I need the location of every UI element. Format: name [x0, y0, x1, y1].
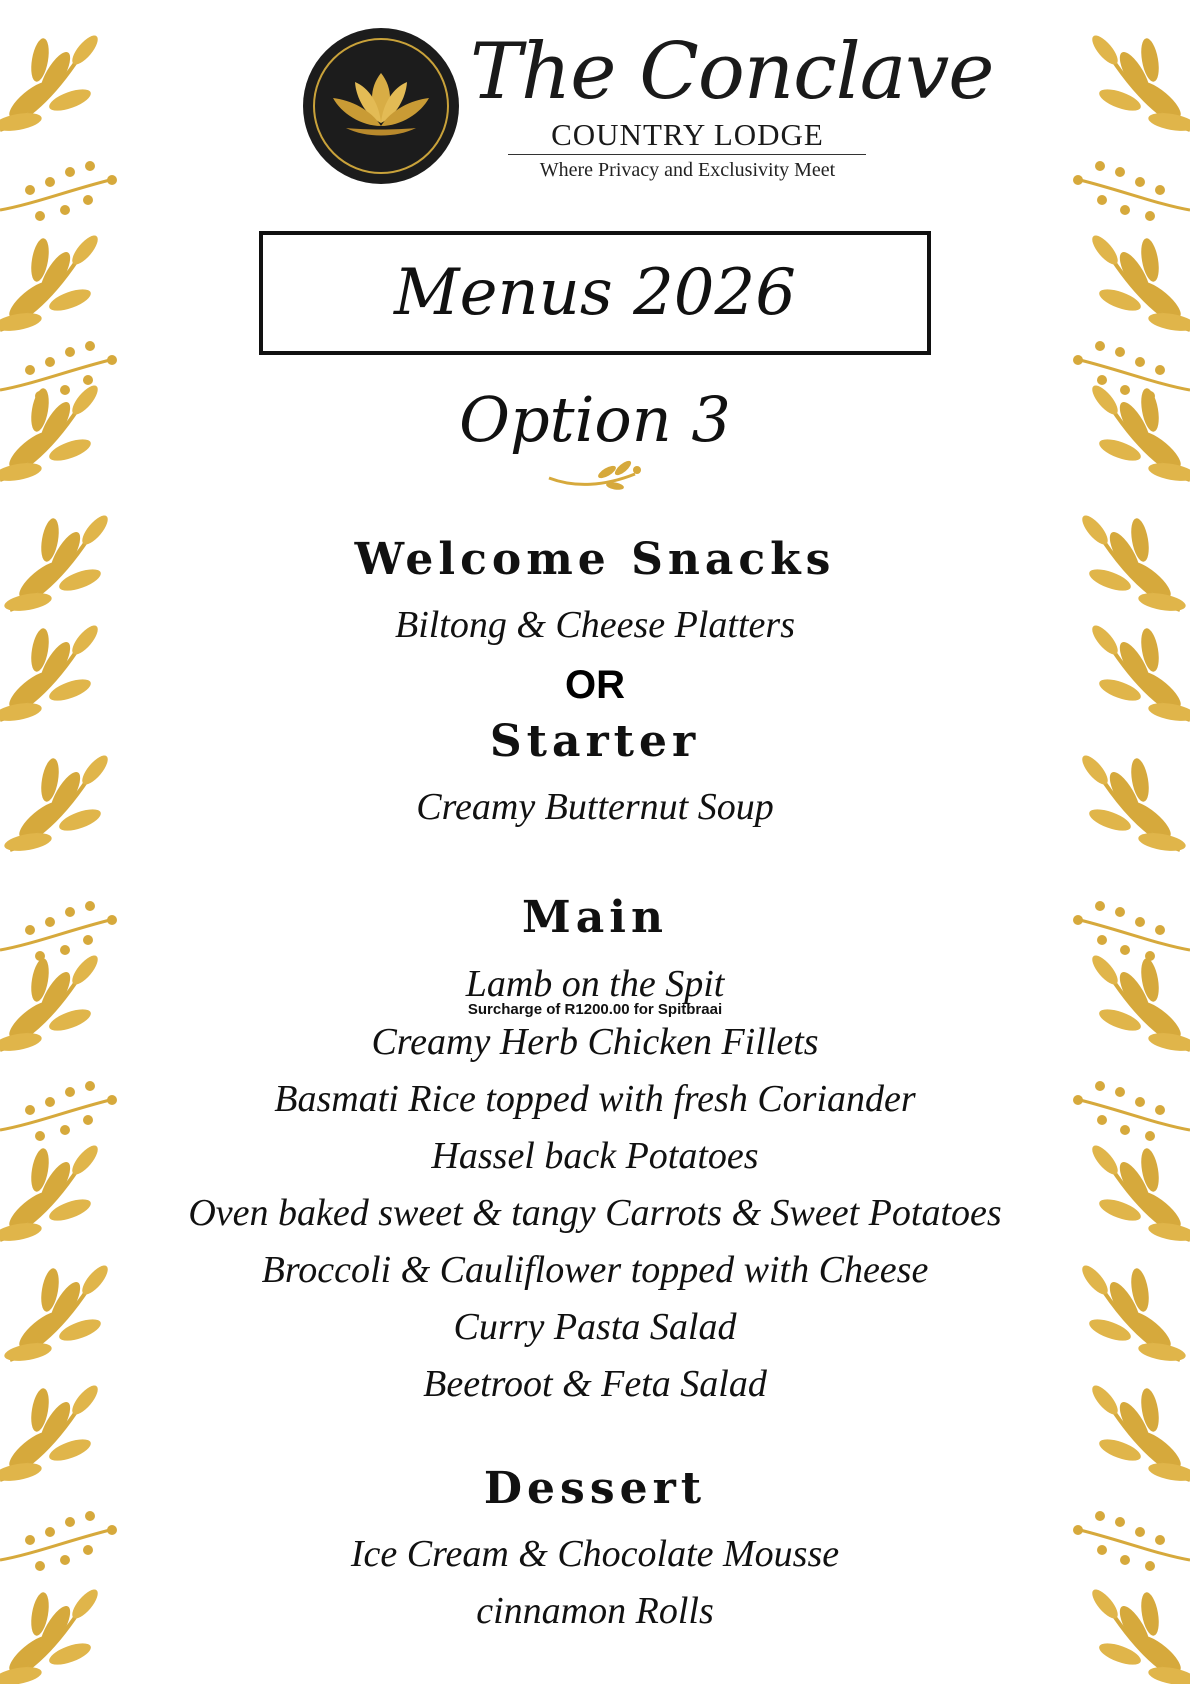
brand-subtitle: COUNTRY LODGE [551, 117, 824, 152]
or-label: OR [565, 663, 625, 707]
menu-item: Basmati Rice topped with fresh Coriander [274, 1078, 916, 1120]
brand-tagline: Where Privacy and Exclusivity Meet [539, 159, 836, 181]
surcharge-note: Surcharge of R1200.00 for Spitbraai [467, 1001, 723, 1018]
brand-name: The Conclave [470, 27, 994, 117]
menu-title-box [259, 231, 931, 355]
main-heading: Main [522, 892, 668, 943]
menu-item: Biltong & Cheese Platters [394, 604, 795, 646]
menu-title: Menus 2026 [394, 256, 796, 330]
dessert-heading: Dessert [483, 1463, 707, 1514]
brand-divider [508, 154, 866, 155]
menu-item: Ice Cream & Chocolate Mousse [350, 1533, 840, 1575]
option-title: Option 3 [459, 383, 731, 456]
menu-item: Curry Pasta Salad [453, 1306, 737, 1348]
foliage-border-right [1040, 0, 1190, 1684]
menu-item: Hassel back Potatoes [431, 1135, 759, 1177]
menu-item: Oven baked sweet & tangy Carrots & Sweet Potatoes [188, 1192, 1002, 1234]
menu-item: Creamy Herb Chicken Fillets [371, 1021, 819, 1063]
foliage-border-left [0, 0, 150, 1684]
menu-item: Lamb on the Spit [465, 963, 725, 1005]
menu-item: cinnamon Rolls [476, 1590, 714, 1632]
menu-item: Beetroot & Feta Salad [423, 1363, 767, 1405]
flourish-icon [545, 460, 645, 496]
starter-heading: Starter [489, 716, 701, 767]
menu-item: Broccoli & Cauliflower topped with Cheese [261, 1249, 929, 1291]
welcome-snacks-heading: Welcome Snacks [354, 534, 836, 585]
menu-item: Creamy Butternut Soup [416, 786, 774, 828]
logo-badge [303, 28, 459, 184]
lotus-icon [331, 68, 431, 138]
